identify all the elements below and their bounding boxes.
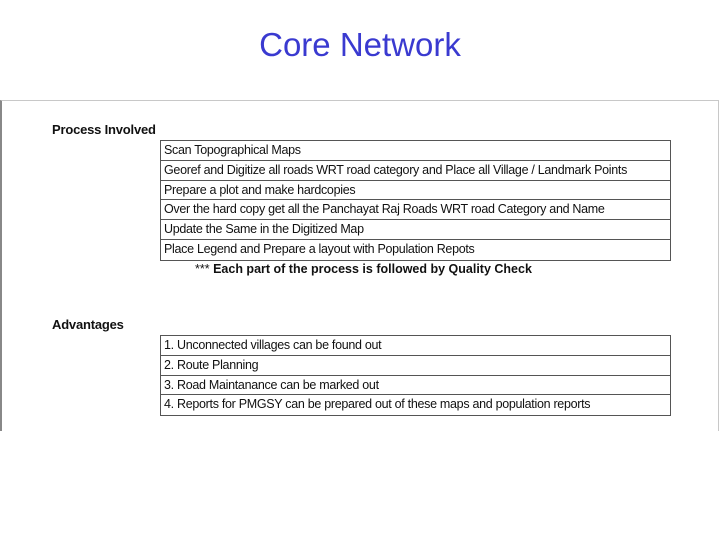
advantage-item: 1. Unconnected villages can be found out — [161, 336, 670, 356]
process-step: Update the Same in the Digitized Map — [161, 220, 670, 240]
advantages-heading: Advantages — [52, 317, 124, 332]
advantage-item: 3. Road Maintanance can be marked out — [161, 376, 670, 396]
advantage-item: 4. Reports for PMGSY can be prepared out of these maps and population reports — [164, 397, 591, 412]
note-stars: *** — [195, 262, 210, 276]
process-step: Over the hard copy get all the Panchayat Raj Roads WRT road Category and Name — [161, 200, 670, 220]
process-step: Scan Topographical Maps — [161, 141, 670, 161]
process-step: Place Legend and Prepare a layout with Population Repots — [164, 241, 475, 256]
process-table — [160, 140, 671, 261]
process-step: Georef and Digitize all roads WRT road category and Place all Village / Landmark Points — [161, 161, 670, 181]
note-text: Each part of the process is followed by Quality Check — [213, 262, 532, 276]
slide-title: Core Network — [259, 26, 461, 63]
process-heading: Process Involved — [52, 122, 156, 137]
advantage-item: 2. Route Planning — [161, 356, 670, 376]
quality-check-note — [195, 262, 532, 276]
advantages-table — [160, 335, 671, 416]
process-step: Prepare a plot and make hardcopies — [161, 181, 670, 201]
